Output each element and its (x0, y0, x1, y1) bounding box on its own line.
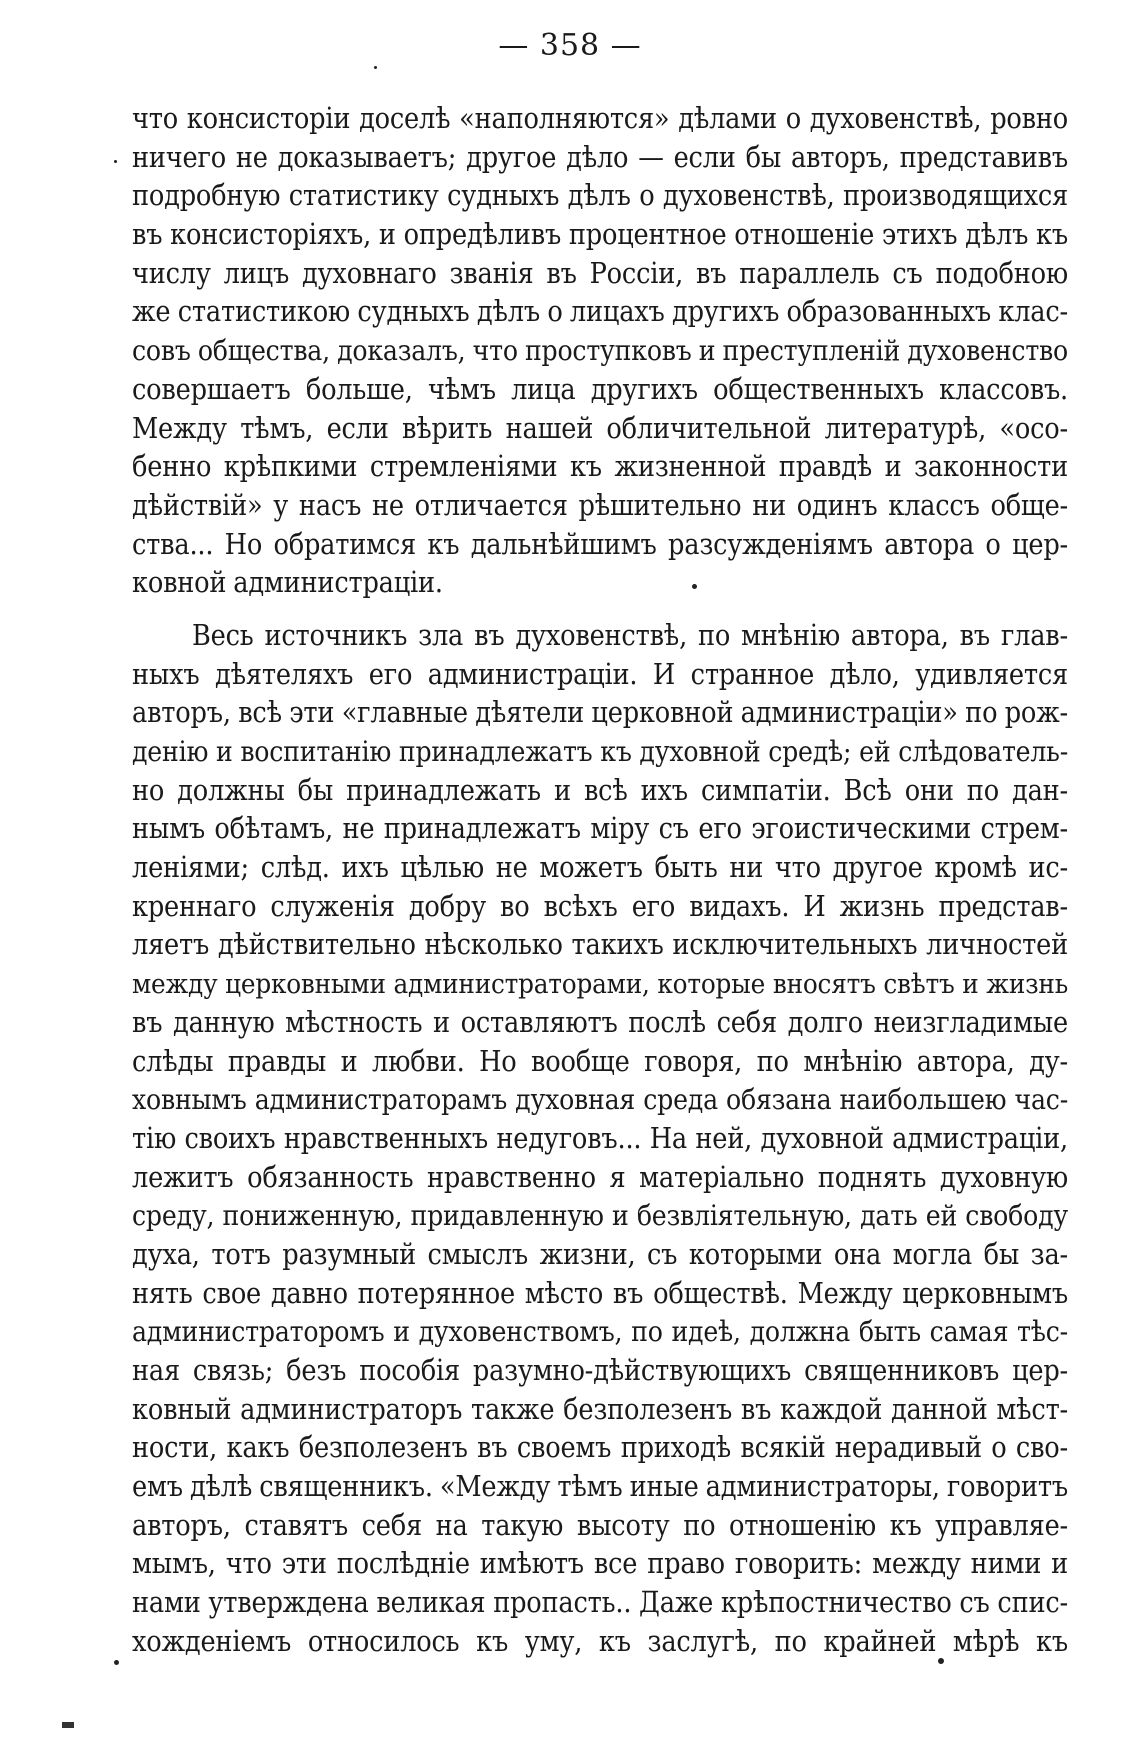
text-line: ности, какъ безполезенъ въ своемъ приходѣ всякій нерадивый о сво- (132, 1431, 1068, 1465)
text-line: креннаго служенія добру во всѣхъ его видахъ. И жизнь представ- (132, 889, 1068, 923)
text-line: совъ общества, доказалъ, что проступковъ и преступленій духовенство (132, 334, 1068, 368)
ink-speck (114, 1660, 119, 1665)
text-line: въ консисторіяхъ, и опредѣливъ процентное отношеніе этихъ дѣлъ къ (132, 218, 1068, 252)
text-line: емъ дѣлѣ священникъ. «Между тѣмъ иные администраторы, говоритъ (132, 1470, 1068, 1504)
text-line: ная связь; безъ пособія разумно-дѣйствующихъ священниковъ цер- (132, 1354, 1068, 1387)
paragraph-1 (132, 100, 1068, 603)
text-line: нами утверждена великая пропасть.. Даже крѣпостничество съ спис- (132, 1586, 1068, 1620)
text-line: слѣды правды и любви. Но вообще говоря, по мнѣнію автора, ду- (132, 1044, 1068, 1078)
text-line: авторъ, всѣ эти «главные дѣятели церковной администраціи» по рож- (132, 696, 1068, 730)
text-line: ховнымъ администраторамъ духовная среда обязана наибольшею час- (132, 1083, 1068, 1117)
text-line: но должны бы принадлежать и всѣ ихъ симпатіи. Всѣ они по дан- (132, 773, 1068, 807)
text-line: нымъ обѣтамъ, не принадлежатъ міру съ его эгоистическими стрем- (132, 812, 1068, 846)
text-line: духа, тотъ разумный смыслъ жизни, съ которыми она могла бы за- (132, 1237, 1068, 1271)
text-line: ковный администраторъ также безполезенъ въ каждой данной мѣст- (132, 1392, 1068, 1426)
text-line: мымъ, что эти послѣдніе имѣютъ все право говорить: между ними и (132, 1547, 1068, 1581)
text-line: же статистикою судныхъ дѣлъ о лицахъ другихъ образованныхъ клас- (132, 295, 1068, 329)
text-line: администраторомъ и духовенствомъ, по идеѣ, должна быть самая тѣс- (132, 1315, 1068, 1349)
text-line: тію своихъ нравственныхъ недуговъ... На ней, духовной адмистраціи, (132, 1121, 1068, 1155)
paragraph-2 (132, 617, 1068, 1662)
text-line: бенно крѣпкими стремленіями къ жизненной правдѣ и законности (132, 450, 1068, 484)
text-line: между церковными администраторами, которые вносятъ свѣтъ и жизнь (132, 968, 1068, 1001)
text-line: нять свое давно потерянное мѣсто въ обществѣ. Между церковнымъ (132, 1276, 1068, 1310)
text-line: лежитъ обязанность нравственно я матеріально поднять духовную (132, 1160, 1068, 1194)
scan-mark (62, 1722, 74, 1728)
text-line: дѣйствій» у насъ не отличается рѣшительно ни одинъ классъ обще- (132, 488, 1068, 522)
text-line: ства... Но обратимся къ дальнѣйшимъ разсужденіямъ автора о цер- (132, 527, 1068, 561)
body-text (132, 100, 1068, 1662)
text-line: ныхъ дѣятеляхъ его администраціи. И странное дѣло, удивляется (132, 657, 1068, 691)
text-line: Между тѣмъ, если вѣрить нашей обличительной литературѣ, «осо- (132, 411, 1068, 445)
text-line: ляетъ дѣйствительно нѣсколько такихъ исключительныхъ личностей (132, 928, 1068, 962)
text-line: подробную статистику судныхъ дѣлъ о духовенствѣ, производящихся (132, 179, 1068, 213)
text-line: ничего не доказываетъ; другое дѣло — если бы авторъ, представивъ (132, 140, 1068, 174)
text-line: денію и воспитанію принадлежатъ къ духовной средѣ; ей слѣдователь- (132, 735, 1068, 768)
ink-speck (374, 66, 377, 69)
text-line: въ данную мѣстность и оставляютъ послѣ себя долго неизгладимые (132, 1005, 1068, 1039)
text-line: авторъ, ставятъ себя на такую высоту по отношенію къ управляе- (132, 1508, 1068, 1542)
ink-speck (938, 1658, 944, 1664)
ink-speck (692, 584, 697, 589)
text-line: леніями; слѣд. ихъ цѣлью не можетъ быть ни что другое кромѣ ис- (132, 851, 1068, 885)
text-line: что консисторіи доселѣ «наполняются» дѣлами о духовенствѣ, ровно (132, 102, 1068, 135)
text-line: хожденіемъ относилось къ уму, къ заслугѣ, по крайней мѣрѣ къ (132, 1624, 1068, 1658)
text-line: среду, пониженную, придавленную и безвліятельную, дать ей свободу (132, 1199, 1068, 1233)
text-line: Весь источникъ зла въ духовенствѣ, по мнѣнію автора, въ глав- (192, 618, 1068, 652)
text-line: ковной администраціи. (132, 566, 443, 600)
text-line: числу лицъ духовнаго званія въ Россіи, въ параллель съ подобною (132, 256, 1068, 290)
paragraph-gap (132, 603, 1068, 617)
text-line: совершаетъ больше, чѣмъ лица другихъ общественныхъ классовъ. (132, 372, 1068, 406)
ink-speck (114, 160, 117, 163)
page-number: — 358 — (498, 28, 642, 63)
